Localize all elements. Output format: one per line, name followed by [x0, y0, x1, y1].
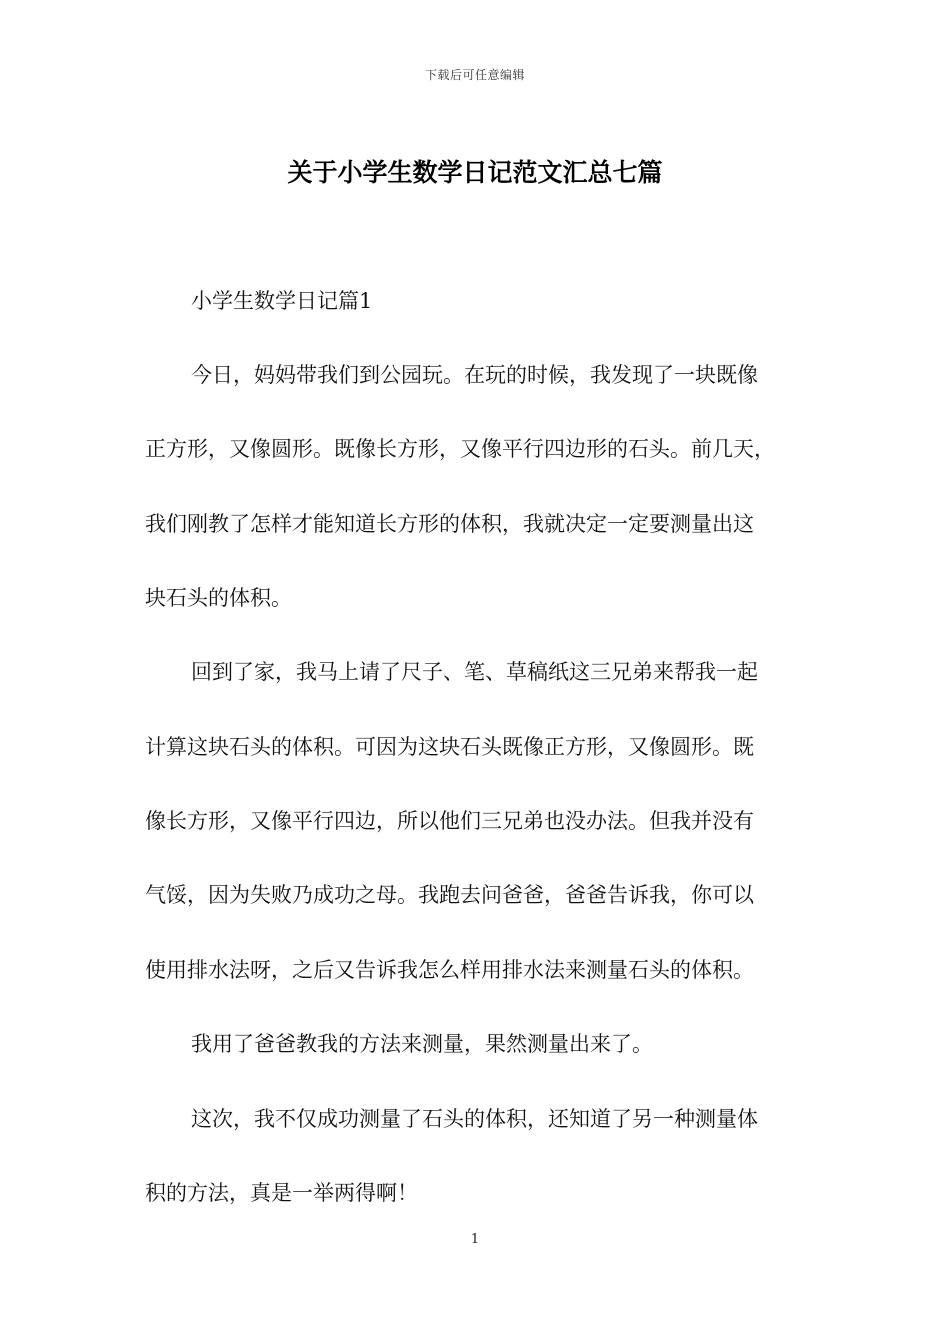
page-number: 1	[470, 1232, 480, 1247]
paragraph-line: 这次，我不仅成功测量了石头的体积，还知道了另一种测量体	[191, 1107, 758, 1131]
paragraph-line: 气馁，因为失败乃成功之母。我跑去问爸爸，爸爸告诉我，你可以	[145, 883, 754, 907]
paragraph-line: 今日，妈妈带我们到公园玩。在玩的时候，我发现了一块既像	[191, 363, 758, 387]
section-heading: 小学生数学日记篇1	[191, 289, 373, 313]
paragraph-line: 计算这块石头的体积。可因为这块石头既像正方形，又像圆形。既	[145, 735, 754, 759]
paragraph-line: 积的方法，真是一举两得啊！	[145, 1181, 418, 1205]
paragraph-line: 正方形，又像圆形。既像长方形，又像平行四边形的石头。前几天，	[145, 437, 775, 461]
paragraph-line: 像长方形，又像平行四边，所以他们三兄弟也没办法。但我并没有	[145, 809, 754, 833]
paragraph-line: 使用排水法呀，之后又告诉我怎么样用排水法来测量石头的体积。	[145, 958, 754, 982]
paragraph-line: 我用了爸爸教我的方法来测量，果然测量出来了。	[191, 1032, 653, 1056]
paragraph-line: 回到了家，我马上请了尺子、笔、草稿纸这三兄弟来帮我一起	[191, 660, 758, 684]
document-title: 关于小学生数学日记范文汇总七篇	[287, 158, 663, 187]
paragraph-line: 块石头的体积。	[145, 586, 292, 610]
paragraph-line: 我们刚教了怎样才能知道长方形的体积，我就决定一定要测量出这	[145, 512, 754, 536]
header-note: 下载后可任意编辑	[424, 68, 525, 82]
